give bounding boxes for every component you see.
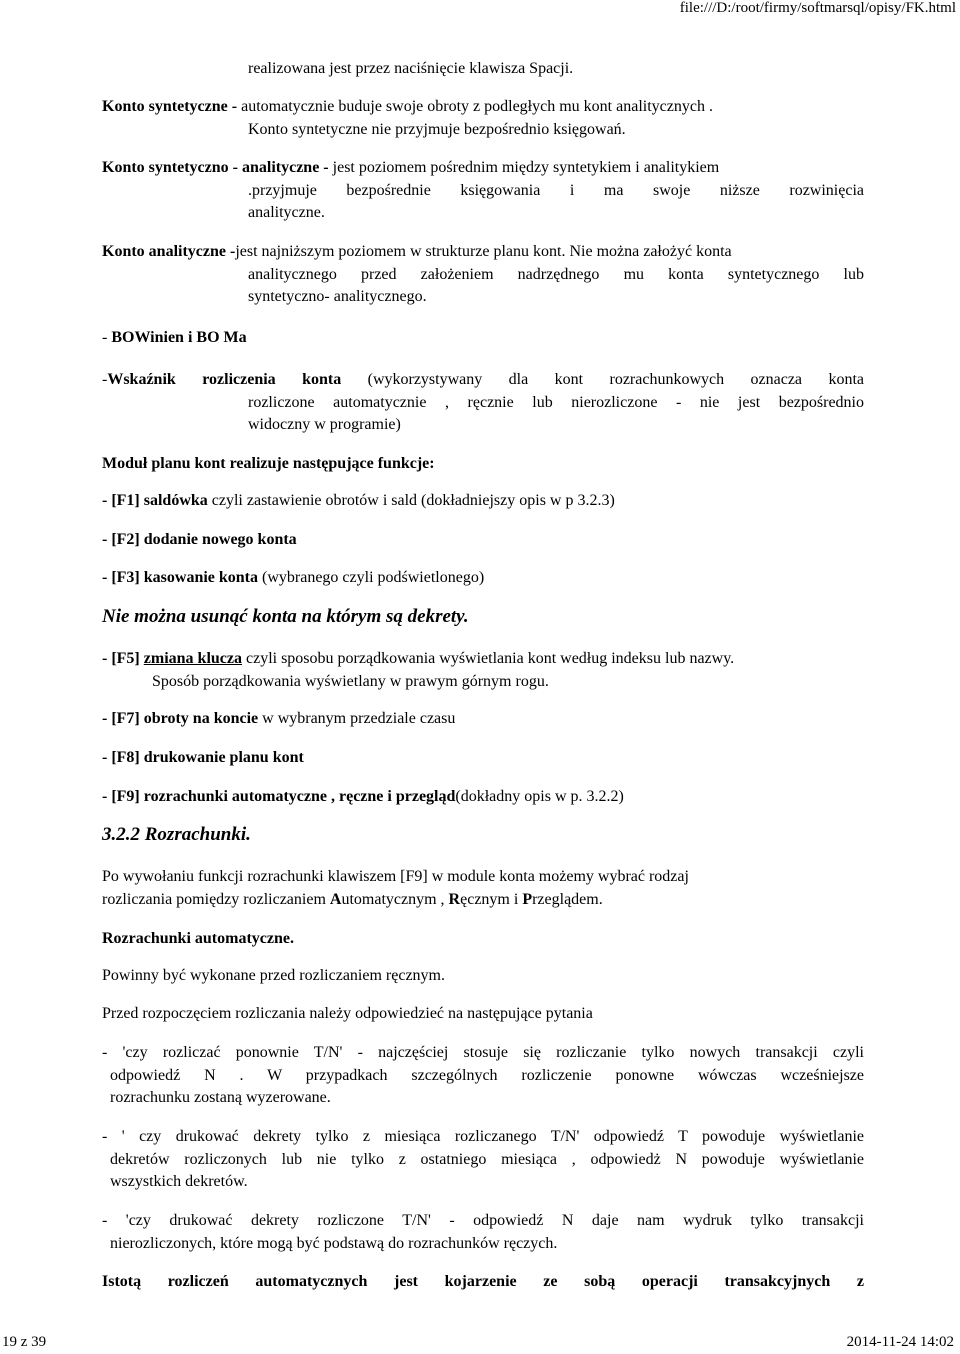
subsection-heading: Rozrachunki automatyczne. <box>102 930 294 947</box>
def-konto-syntetyczne: Konto syntetyczne - automatycznie buduje swoje obroty z podległych mu kont analitycznych . Konto syntetyczne nie przyjmuje bezpośrednio księgowań. <box>102 98 713 138</box>
question-1: - 'czy rozliczać ponownie T/N' - najczęściej stosuje się rozliczanie tylko nowych transakcji czyli odpowiedź N . W przypadkach szczególnych rozliczenie ponowne wówczas wcześniejsze rozrachunku zostaną wyzerowane. <box>102 1044 864 1106</box>
function-f8: - [F8] drukowanie planu kont <box>102 749 304 766</box>
def-konto-analityczne: Konto analityczne -jest najniższym poziomem w strukturze planu kont. Nie można założyć konta analitycznego przed założeniem nadrzędnego mu konta syntetycznego lub syntetyczno- analitycznego. <box>102 243 864 305</box>
rozrachunki-intro: Po wywołaniu funkcji rozrachunki klawiszem [F9] w module konta możemy wybrać rodzaj rozliczania pomiędzy rozliczaniem Automatycznym , Ręcznym i Przeglądem. <box>102 868 689 908</box>
functions-heading: Moduł planu kont realizuje następujące funkcje: <box>102 455 435 472</box>
term: Wskaźnik rozliczenia konta <box>107 371 342 388</box>
function-f9: - [F9] rozrachunki automatyczne , ręczne i przegląd(dokładny opis w p. 3.2.2) <box>102 788 624 805</box>
function-f2: - [F2] dodanie nowego konta <box>102 531 297 548</box>
def-wskaznik-rozliczenia: -Wskaźnik rozliczenia konta (wykorzystywany dla kont rozrachunkowych oznacza konta rozliczone automatycznie , ręcznie lub nierozliczone - nie jest bezpośrednio widoczny w programie) <box>102 371 864 433</box>
term: Konto syntetyczno - analityczne - <box>102 159 329 176</box>
question-3: - 'czy drukować dekrety rozliczone T/N' - odpowiedź N daje nam wydruk tylko transakcji nierozliczonych, które mogą być podstawą do rozrachunków ręczych. <box>102 1212 864 1252</box>
section-heading: 3.2.2 Rozrachunki. <box>102 824 251 845</box>
term: Konto syntetyczne - <box>102 98 238 115</box>
page-counter: 19 z 39 <box>2 1334 47 1350</box>
function-f5: - [F5] zmiana klucza czyli sposobu porządkowania wyświetlania kont według indeksu lub nazwy. Sposób porządkowania wyświetlany w prawym górnym rogu. <box>102 650 735 690</box>
bo-item: - BOWinien i BO Ma <box>102 329 247 346</box>
term: BOWinien i BO Ma <box>111 329 247 346</box>
print-datetime: 2014-11-24 14:02 <box>846 1334 954 1350</box>
paragraph-s2: Przed rozpoczęciem rozliczania należy odpowiedzieć na następujące pytania <box>102 1005 593 1022</box>
question-2: - ' czy drukować dekrety tylko z miesiąca rozliczanego T/N' odpowiedź T powoduje wyświetlanie dekretów rozliczonych lub nie tylko z ostatniego miesiąca , odpowiedż N powoduje wyświetlanie wszystkich dekretów. <box>102 1128 864 1190</box>
paragraph-s1: Powinny być wykonane przed rozliczaniem ręcznym. <box>102 967 445 984</box>
term: Konto analityczne - <box>102 243 236 260</box>
paragraph-spacja: realizowana jest przez naciśnięcie klawisza Spacji. <box>248 60 574 77</box>
def-konto-syntetyczno-analityczne: Konto syntetyczno - analityczne - jest poziomem pośrednim między syntetykiem i analitykiem .przyjmuje bezpośrednie księgowania i ma swoje niższe rozwinięcia analityczne. <box>102 159 864 221</box>
closing-sentence: Istotą rozliczeń automatycznych jest kojarzenie ze sobą operacji transakcyjnych z <box>102 1273 864 1290</box>
function-f1: - [F1] saldówka czyli zastawienie obrotów i sald (dokładniejszy opis w p 3.2.3) <box>102 492 615 509</box>
file-path-header: file:///D:/root/firmy/softmarsql/opisy/FK.html <box>679 0 956 16</box>
warning-note: Nie można usunąć konta na którym są dekrety. <box>102 606 469 627</box>
function-f3: - [F3] kasowanie konta (wybranego czyli podświetlonego) <box>102 569 485 586</box>
function-f7: - [F7] obroty na koncie w wybranym przedziale czasu <box>102 710 456 727</box>
